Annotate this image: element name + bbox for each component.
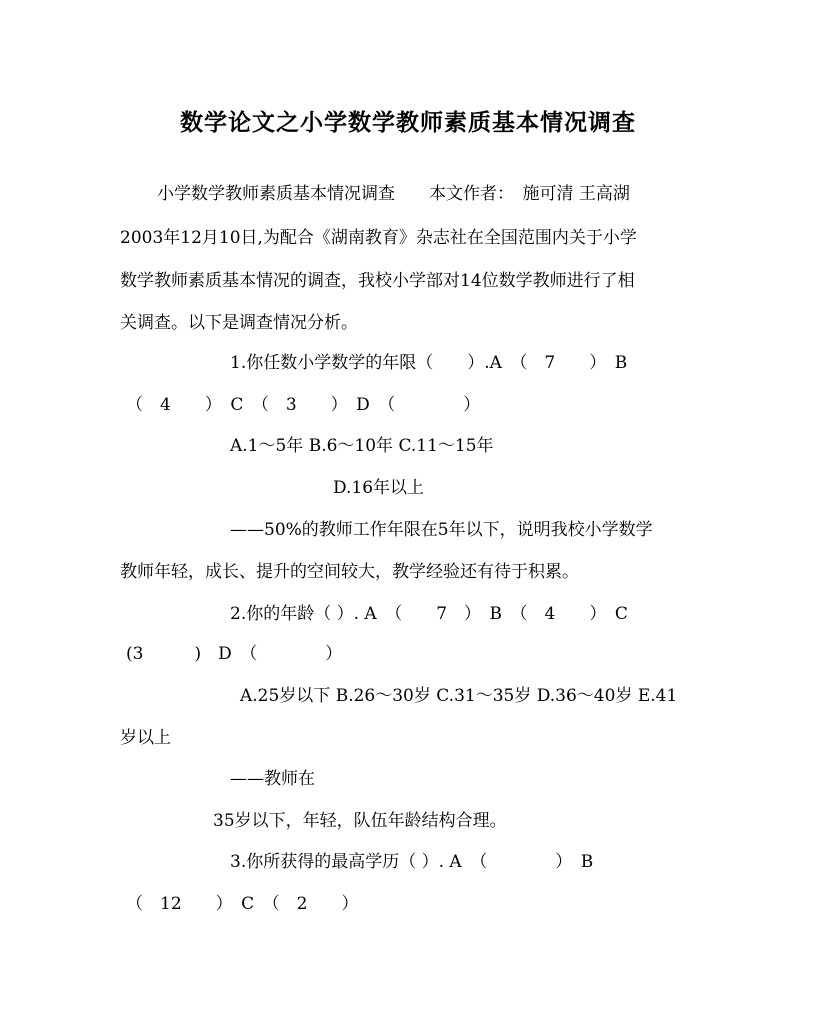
question-1-choices: A.1～5年 B.6～10年 C.11～15年 bbox=[230, 436, 494, 456]
analysis-text: ——50%的教师工作年限在5年以下，说明我校小学数学 bbox=[230, 520, 653, 540]
page-title: 数学论文之小学数学教师素质基本情况调查 bbox=[180, 110, 636, 136]
question-2-options: (3 ) D （ ） bbox=[126, 644, 343, 664]
analysis-text: 教师年轻，成长、提升的空间较大，教学经验还有待于积累。 bbox=[120, 562, 579, 582]
question-1-options: （ 4 ） C （ 3 ） D （ ） bbox=[126, 395, 481, 415]
paragraph-line: 小学数学教师素质基本情况调查 本文作者： 施可清 王高湖 bbox=[157, 184, 630, 204]
paragraph-line: 2003年12月10日,为配合《湖南教育》杂志社在全国范围内关于小学 bbox=[120, 228, 637, 248]
question-3-options: （ 12 ） C （ 2 ） bbox=[126, 894, 359, 914]
paragraph-line: 关调查。以下是调查情况分析。 bbox=[120, 313, 358, 333]
question-2-choices-cont: 岁以上 bbox=[120, 728, 171, 748]
question-1-choice-d: D.16年以上 bbox=[333, 478, 425, 498]
question-3: 3.你所获得的最高学历（ ）. A （ ） B bbox=[230, 852, 594, 872]
analysis-text: ——教师在 bbox=[230, 769, 315, 789]
paragraph-line: 数学教师素质基本情况的调查，我校小学部对14位数学教师进行了相 bbox=[120, 271, 635, 291]
question-2: 2.你的年龄（ ）. A （ 7 ） B （ 4 ） C bbox=[230, 604, 628, 624]
analysis-text: 35岁以下，年轻，队伍年龄结构合理。 bbox=[213, 811, 507, 831]
question-1: 1.你任数小学数学的年限（ ）.A （ 7 ） B bbox=[230, 353, 628, 373]
question-2-choices: A.25岁以下 B.26～30岁 C.31～35岁 D.36～40岁 E.41 bbox=[240, 686, 678, 706]
